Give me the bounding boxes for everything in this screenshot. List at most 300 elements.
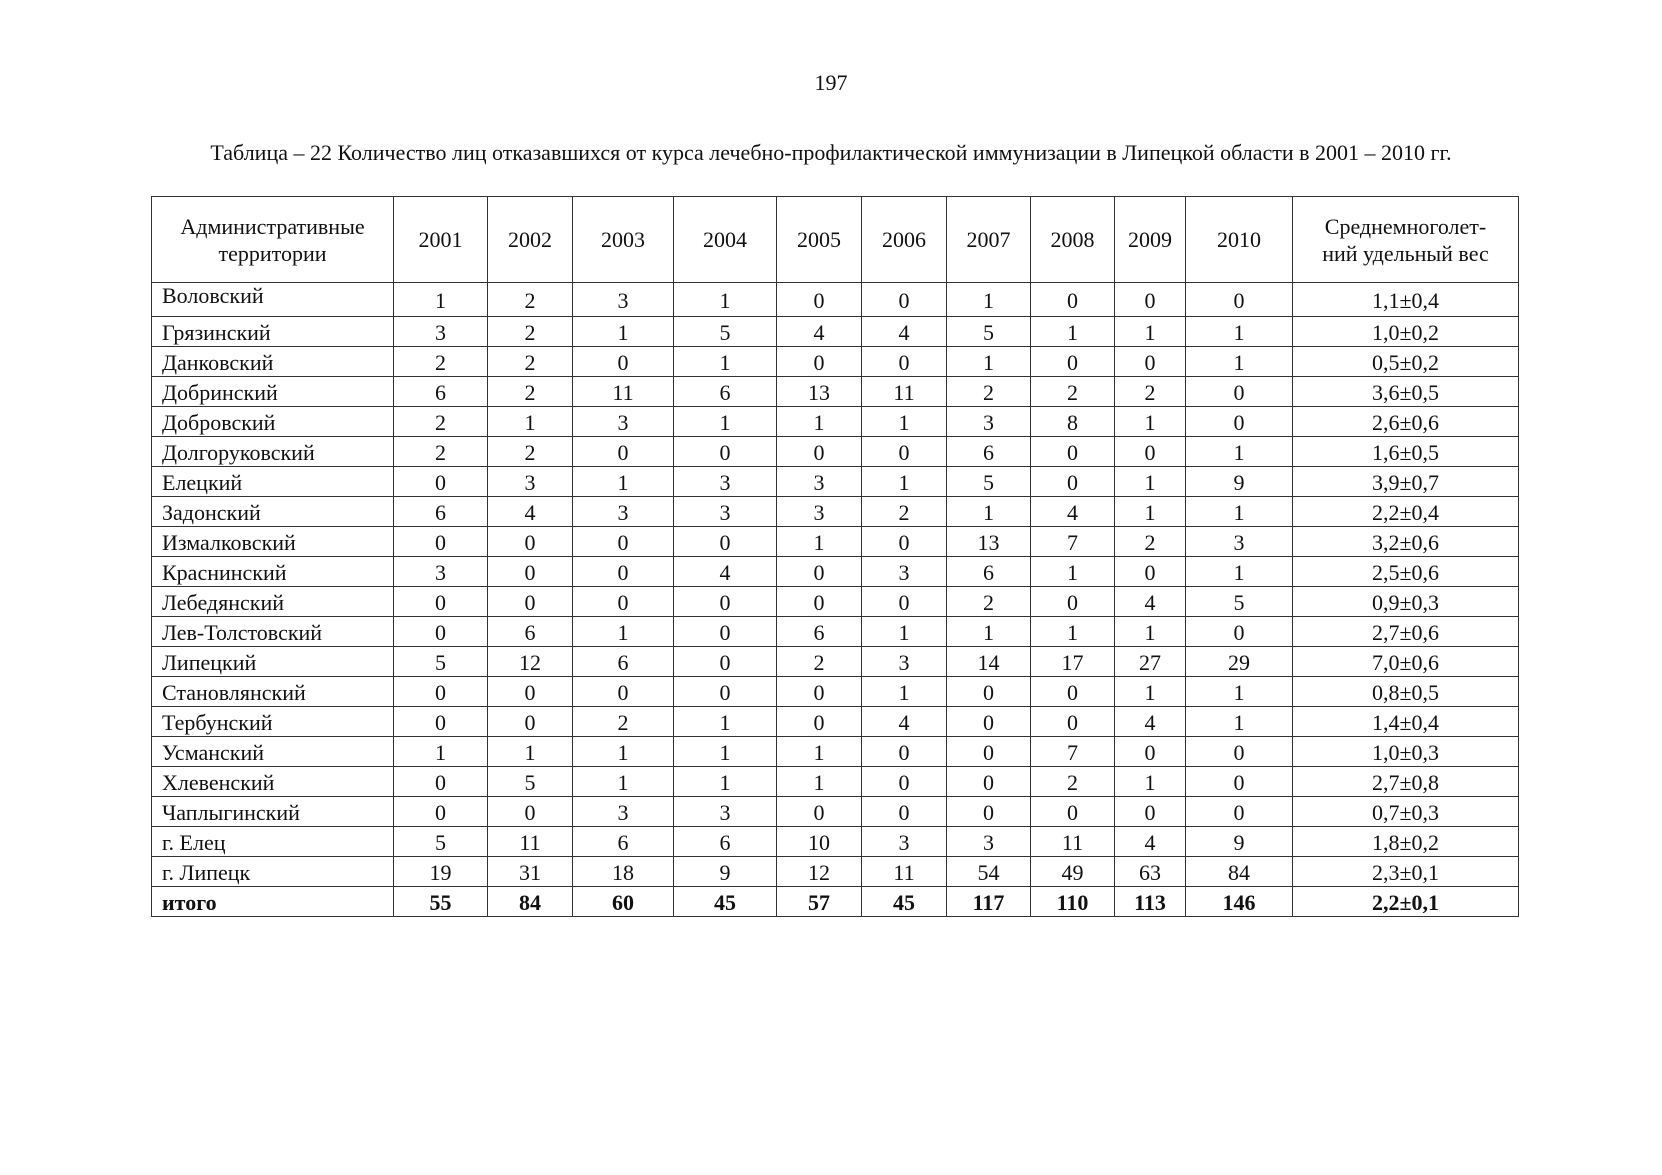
- year-value-cell: 2: [947, 377, 1031, 407]
- year-value-cell: 3: [674, 797, 777, 827]
- year-value-cell: 0: [862, 797, 947, 827]
- year-value-cell: 8: [1031, 407, 1115, 437]
- territory-cell: Добровский: [152, 407, 394, 437]
- year-value-cell: 3: [862, 827, 947, 857]
- territory-cell: Измалковский: [152, 527, 394, 557]
- header-year: [394, 197, 488, 283]
- table-row: [152, 707, 1519, 737]
- year-value-cell: 1: [674, 737, 777, 767]
- table-row: [152, 347, 1519, 377]
- territory-cell: г. Елец: [152, 827, 394, 857]
- header-year: [777, 197, 862, 283]
- year-value-cell: 3: [394, 557, 488, 587]
- year-value-cell: 13: [777, 377, 862, 407]
- year-value-cell: 0: [777, 797, 862, 827]
- year-value-cell: 0: [573, 677, 674, 707]
- table-header-row: [152, 197, 1519, 283]
- territory-cell: Становлянский: [152, 677, 394, 707]
- year-value-cell: 1: [674, 347, 777, 377]
- year-value-cell: 0: [674, 617, 777, 647]
- year-value-cell: 0: [674, 587, 777, 617]
- year-value-cell: 3: [674, 467, 777, 497]
- year-value-cell: 1: [947, 283, 1031, 317]
- header-year: [674, 197, 777, 283]
- year-value-cell: 0: [1115, 737, 1186, 767]
- year-value-cell: 11: [862, 857, 947, 887]
- year-value-cell: 0: [1186, 737, 1293, 767]
- year-value-cell: 1: [1186, 557, 1293, 587]
- year-value-cell: 3: [488, 467, 573, 497]
- territory-cell: Лебедянский: [152, 587, 394, 617]
- year-value-cell: 4: [862, 317, 947, 347]
- table-row: [152, 587, 1519, 617]
- year-value-cell: 2: [777, 647, 862, 677]
- year-value-cell: 3: [777, 497, 862, 527]
- year-value-cell: 0: [862, 737, 947, 767]
- year-value-cell: 63: [1115, 857, 1186, 887]
- year-value-cell: 3: [947, 407, 1031, 437]
- year-value-cell: 0: [1115, 283, 1186, 317]
- year-value-cell: 6: [394, 497, 488, 527]
- year-value-cell: 17: [1031, 647, 1115, 677]
- year-value-cell: 1: [674, 283, 777, 317]
- year-value-cell: 0: [947, 767, 1031, 797]
- year-value-cell: 2: [488, 437, 573, 467]
- average-cell: 2,3±0,1: [1293, 857, 1519, 887]
- average-cell: 2,6±0,6: [1293, 407, 1519, 437]
- year-value-cell: 0: [488, 677, 573, 707]
- year-value-cell: 2: [862, 497, 947, 527]
- year-value-cell: 1: [1186, 497, 1293, 527]
- year-value-cell: 2: [1115, 377, 1186, 407]
- year-value-cell: 2: [488, 317, 573, 347]
- year-value-cell: 0: [1031, 707, 1115, 737]
- territory-cell: Усманский: [152, 737, 394, 767]
- table-row: [152, 317, 1519, 347]
- year-value-cell: 0: [1186, 767, 1293, 797]
- year-value-cell: 1: [1031, 617, 1115, 647]
- year-value-cell: 0: [488, 707, 573, 737]
- year-value-cell: 0: [777, 677, 862, 707]
- territory-cell: Данковский: [152, 347, 394, 377]
- year-value-cell: 3: [394, 317, 488, 347]
- year-value-cell: 0: [862, 437, 947, 467]
- year-value-cell: 2: [394, 437, 488, 467]
- year-value-cell: 5: [394, 647, 488, 677]
- territory-cell: итого: [152, 887, 394, 917]
- year-value-cell: 1: [777, 407, 862, 437]
- average-cell: 1,6±0,5: [1293, 437, 1519, 467]
- year-value-cell: 0: [1186, 617, 1293, 647]
- year-value-cell: 60: [573, 887, 674, 917]
- year-value-cell: 0: [394, 527, 488, 557]
- header-text: территории: [218, 240, 327, 266]
- year-value-cell: 55: [394, 887, 488, 917]
- year-value-cell: 3: [862, 647, 947, 677]
- year-value-cell: 9: [1186, 827, 1293, 857]
- year-value-cell: 0: [777, 557, 862, 587]
- average-cell: 3,6±0,5: [1293, 377, 1519, 407]
- year-value-cell: 7: [1031, 737, 1115, 767]
- header-text: 2001: [418, 227, 463, 252]
- table-row: [152, 407, 1519, 437]
- year-value-cell: 1: [674, 407, 777, 437]
- year-value-cell: 1: [862, 677, 947, 707]
- year-value-cell: 1: [777, 767, 862, 797]
- year-value-cell: 0: [947, 707, 1031, 737]
- year-value-cell: 1: [777, 527, 862, 557]
- header-year: [947, 197, 1031, 283]
- year-value-cell: 0: [394, 797, 488, 827]
- year-value-cell: 9: [1186, 467, 1293, 497]
- year-value-cell: 4: [1115, 587, 1186, 617]
- year-value-cell: 6: [394, 377, 488, 407]
- year-value-cell: 6: [947, 557, 1031, 587]
- header-average: [1293, 197, 1519, 283]
- year-value-cell: 18: [573, 857, 674, 887]
- territory-cell: Хлевенский: [152, 767, 394, 797]
- table-row: [152, 857, 1519, 887]
- year-value-cell: 0: [947, 677, 1031, 707]
- year-value-cell: 5: [947, 317, 1031, 347]
- year-value-cell: 3: [862, 557, 947, 587]
- year-value-cell: 0: [777, 707, 862, 737]
- year-value-cell: 1: [1186, 317, 1293, 347]
- year-value-cell: 3: [947, 827, 1031, 857]
- year-value-cell: 1: [1186, 677, 1293, 707]
- year-value-cell: 1: [1031, 317, 1115, 347]
- year-value-cell: 1: [1115, 497, 1186, 527]
- year-value-cell: 0: [1115, 557, 1186, 587]
- year-value-cell: 0: [488, 527, 573, 557]
- average-cell: 2,7±0,6: [1293, 617, 1519, 647]
- header-year: [1115, 197, 1186, 283]
- year-value-cell: 0: [488, 557, 573, 587]
- year-value-cell: 113: [1115, 887, 1186, 917]
- territory-cell: Краснинский: [152, 557, 394, 587]
- year-value-cell: 2: [488, 283, 573, 317]
- year-value-cell: 0: [1031, 587, 1115, 617]
- year-value-cell: 0: [394, 767, 488, 797]
- year-value-cell: 6: [573, 827, 674, 857]
- table-row: [152, 827, 1519, 857]
- territory-cell: Воловский: [152, 283, 394, 317]
- year-value-cell: 2: [394, 407, 488, 437]
- year-value-cell: 1: [573, 767, 674, 797]
- table-row: [152, 557, 1519, 587]
- year-value-cell: 3: [573, 283, 674, 317]
- year-value-cell: 0: [862, 587, 947, 617]
- year-value-cell: 1: [1031, 557, 1115, 587]
- header-year: [488, 197, 573, 283]
- year-value-cell: 0: [573, 557, 674, 587]
- average-cell: 1,8±0,2: [1293, 827, 1519, 857]
- header-text: 2010: [1217, 227, 1261, 252]
- year-value-cell: 84: [488, 887, 573, 917]
- year-value-cell: 0: [777, 587, 862, 617]
- year-value-cell: 0: [1186, 797, 1293, 827]
- year-value-cell: 1: [488, 407, 573, 437]
- year-value-cell: 1: [1115, 407, 1186, 437]
- table-row: [152, 617, 1519, 647]
- year-value-cell: 1: [777, 737, 862, 767]
- immunization-refusals-table: [151, 196, 1519, 917]
- year-value-cell: 1: [947, 497, 1031, 527]
- year-value-cell: 11: [488, 827, 573, 857]
- year-value-cell: 0: [862, 527, 947, 557]
- year-value-cell: 0: [1115, 437, 1186, 467]
- year-value-cell: 19: [394, 857, 488, 887]
- year-value-cell: 146: [1186, 887, 1293, 917]
- table-row: [152, 527, 1519, 557]
- year-value-cell: 1: [1115, 617, 1186, 647]
- table-row: [152, 497, 1519, 527]
- header-territory: [152, 197, 394, 283]
- year-value-cell: 0: [1186, 377, 1293, 407]
- table-row: [152, 767, 1519, 797]
- average-cell: 3,2±0,6: [1293, 527, 1519, 557]
- table-row: [152, 283, 1519, 317]
- year-value-cell: 2: [947, 587, 1031, 617]
- territory-cell: Лев-Толстовский: [152, 617, 394, 647]
- territory-cell: Елецкий: [152, 467, 394, 497]
- year-value-cell: 84: [1186, 857, 1293, 887]
- year-value-cell: 7: [1031, 527, 1115, 557]
- territory-cell: Липецкий: [152, 647, 394, 677]
- header-year: [1186, 197, 1293, 283]
- year-value-cell: 0: [1115, 347, 1186, 377]
- year-value-cell: 4: [777, 317, 862, 347]
- year-value-cell: 4: [1031, 497, 1115, 527]
- year-value-cell: 4: [1115, 707, 1186, 737]
- average-cell: 2,7±0,8: [1293, 767, 1519, 797]
- average-cell: 1,0±0,3: [1293, 737, 1519, 767]
- year-value-cell: 110: [1031, 887, 1115, 917]
- year-value-cell: 3: [573, 797, 674, 827]
- year-value-cell: 1: [573, 737, 674, 767]
- year-value-cell: 1: [862, 407, 947, 437]
- header-text: 2004: [703, 227, 747, 252]
- year-value-cell: 11: [573, 377, 674, 407]
- year-value-cell: 0: [862, 283, 947, 317]
- year-value-cell: 2: [1115, 527, 1186, 557]
- year-value-cell: 31: [488, 857, 573, 887]
- year-value-cell: 54: [947, 857, 1031, 887]
- header-text: 2003: [601, 227, 645, 252]
- year-value-cell: 0: [488, 797, 573, 827]
- year-value-cell: 45: [862, 887, 947, 917]
- year-value-cell: 6: [947, 437, 1031, 467]
- table-row: [152, 437, 1519, 467]
- year-value-cell: 11: [862, 377, 947, 407]
- year-value-cell: 1: [947, 617, 1031, 647]
- total-row: [152, 887, 1519, 917]
- header-text: ний удельный вес: [1322, 240, 1489, 266]
- year-value-cell: 5: [1186, 587, 1293, 617]
- year-value-cell: 3: [674, 497, 777, 527]
- year-value-cell: 1: [674, 707, 777, 737]
- average-cell: 1,0±0,2: [1293, 317, 1519, 347]
- year-value-cell: 2: [394, 347, 488, 377]
- table-row: [152, 677, 1519, 707]
- year-value-cell: 0: [777, 283, 862, 317]
- table-row: [152, 467, 1519, 497]
- header-year: [862, 197, 947, 283]
- table-row: [152, 647, 1519, 677]
- header-text: 2005: [797, 227, 841, 252]
- year-value-cell: 5: [488, 767, 573, 797]
- year-value-cell: 2: [488, 377, 573, 407]
- year-value-cell: 4: [488, 497, 573, 527]
- year-value-cell: 13: [947, 527, 1031, 557]
- year-value-cell: 1: [1115, 317, 1186, 347]
- year-value-cell: 0: [488, 587, 573, 617]
- year-value-cell: 5: [947, 467, 1031, 497]
- year-value-cell: 0: [573, 587, 674, 617]
- header-text: 2006: [882, 227, 926, 252]
- territory-cell: Задонский: [152, 497, 394, 527]
- table-row: [152, 797, 1519, 827]
- average-cell: 1,1±0,4: [1293, 283, 1519, 317]
- year-value-cell: 1: [488, 737, 573, 767]
- year-value-cell: 10: [777, 827, 862, 857]
- year-value-cell: 0: [394, 467, 488, 497]
- year-value-cell: 0: [862, 347, 947, 377]
- territory-cell: Грязинский: [152, 317, 394, 347]
- year-value-cell: 2: [1031, 377, 1115, 407]
- year-value-cell: 6: [777, 617, 862, 647]
- table-row: [152, 377, 1519, 407]
- year-value-cell: 27: [1115, 647, 1186, 677]
- year-value-cell: 117: [947, 887, 1031, 917]
- year-value-cell: 1: [947, 347, 1031, 377]
- average-cell: 0,8±0,5: [1293, 677, 1519, 707]
- year-value-cell: 0: [573, 437, 674, 467]
- year-value-cell: 1: [862, 467, 947, 497]
- year-value-cell: 2: [1031, 767, 1115, 797]
- header-text: 2009: [1128, 227, 1172, 252]
- year-value-cell: 45: [674, 887, 777, 917]
- year-value-cell: 0: [394, 677, 488, 707]
- year-value-cell: 0: [674, 437, 777, 467]
- year-value-cell: 11: [1031, 827, 1115, 857]
- year-value-cell: 0: [947, 737, 1031, 767]
- year-value-cell: 0: [777, 437, 862, 467]
- year-value-cell: 4: [674, 557, 777, 587]
- year-value-cell: 0: [573, 347, 674, 377]
- year-value-cell: 0: [394, 617, 488, 647]
- year-value-cell: 6: [488, 617, 573, 647]
- year-value-cell: 3: [1186, 527, 1293, 557]
- year-value-cell: 4: [1115, 827, 1186, 857]
- year-value-cell: 0: [674, 527, 777, 557]
- year-value-cell: 0: [1031, 467, 1115, 497]
- year-value-cell: 0: [862, 767, 947, 797]
- year-value-cell: 1: [573, 467, 674, 497]
- year-value-cell: 1: [1186, 437, 1293, 467]
- year-value-cell: 1: [1115, 677, 1186, 707]
- year-value-cell: 29: [1186, 647, 1293, 677]
- year-value-cell: 6: [674, 377, 777, 407]
- page-number: 197: [814, 70, 848, 95]
- average-cell: 1,4±0,4: [1293, 707, 1519, 737]
- year-value-cell: 0: [1031, 283, 1115, 317]
- year-value-cell: 5: [674, 317, 777, 347]
- year-value-cell: 0: [1031, 347, 1115, 377]
- year-value-cell: 3: [573, 497, 674, 527]
- year-value-cell: 0: [394, 707, 488, 737]
- year-value-cell: 14: [947, 647, 1031, 677]
- year-value-cell: 0: [777, 347, 862, 377]
- average-cell: 2,2±0,4: [1293, 497, 1519, 527]
- year-value-cell: 6: [573, 647, 674, 677]
- year-value-cell: 6: [674, 827, 777, 857]
- average-cell: 0,9±0,3: [1293, 587, 1519, 617]
- average-cell: 7,0±0,6: [1293, 647, 1519, 677]
- territory-cell: Добринский: [152, 377, 394, 407]
- year-value-cell: 0: [573, 527, 674, 557]
- year-value-cell: 5: [394, 827, 488, 857]
- year-value-cell: 1: [394, 283, 488, 317]
- year-value-cell: 0: [947, 797, 1031, 827]
- year-value-cell: 0: [1031, 797, 1115, 827]
- average-cell: 3,9±0,7: [1293, 467, 1519, 497]
- year-value-cell: 0: [1186, 407, 1293, 437]
- header-year: [573, 197, 674, 283]
- header-text: 2008: [1050, 227, 1095, 252]
- year-value-cell: 1: [1186, 707, 1293, 737]
- header-text: 2002: [508, 227, 552, 252]
- year-value-cell: 0: [1115, 797, 1186, 827]
- year-value-cell: 0: [674, 677, 777, 707]
- territory-cell: Долгоруковский: [152, 437, 394, 467]
- year-value-cell: 4: [862, 707, 947, 737]
- header-text: Среднемноголет-: [1324, 213, 1487, 239]
- year-value-cell: 0: [674, 647, 777, 677]
- year-value-cell: 3: [573, 407, 674, 437]
- year-value-cell: 1: [674, 767, 777, 797]
- header-text: 2007: [966, 227, 1011, 252]
- year-value-cell: 0: [1031, 677, 1115, 707]
- year-value-cell: 2: [488, 347, 573, 377]
- year-value-cell: 2: [573, 707, 674, 737]
- table-row: [152, 737, 1519, 767]
- table-caption: Таблица – 22 Количество лиц отказавшихся от курса лечебно-профилактической иммунизации в Липецкой области в 2001 – 2010 гг.: [210, 140, 1452, 165]
- year-value-cell: 9: [674, 857, 777, 887]
- year-value-cell: 0: [1031, 437, 1115, 467]
- year-value-cell: 0: [1186, 283, 1293, 317]
- header-year: [1031, 197, 1115, 283]
- year-value-cell: 3: [777, 467, 862, 497]
- year-value-cell: 1: [1186, 347, 1293, 377]
- average-cell: 2,2±0,1: [1293, 887, 1519, 917]
- year-value-cell: 1: [1115, 467, 1186, 497]
- header-text: Административные: [180, 213, 365, 239]
- table-body: [152, 283, 1519, 917]
- year-value-cell: 57: [777, 887, 862, 917]
- year-value-cell: 49: [1031, 857, 1115, 887]
- year-value-cell: 1: [394, 737, 488, 767]
- average-cell: 2,5±0,6: [1293, 557, 1519, 587]
- year-value-cell: 1: [862, 617, 947, 647]
- year-value-cell: 1: [573, 617, 674, 647]
- territory-cell: Тербунский: [152, 707, 394, 737]
- year-value-cell: 1: [1115, 767, 1186, 797]
- year-value-cell: 1: [573, 317, 674, 347]
- year-value-cell: 12: [777, 857, 862, 887]
- territory-cell: г. Липецк: [152, 857, 394, 887]
- territory-cell: Чаплыгинский: [152, 797, 394, 827]
